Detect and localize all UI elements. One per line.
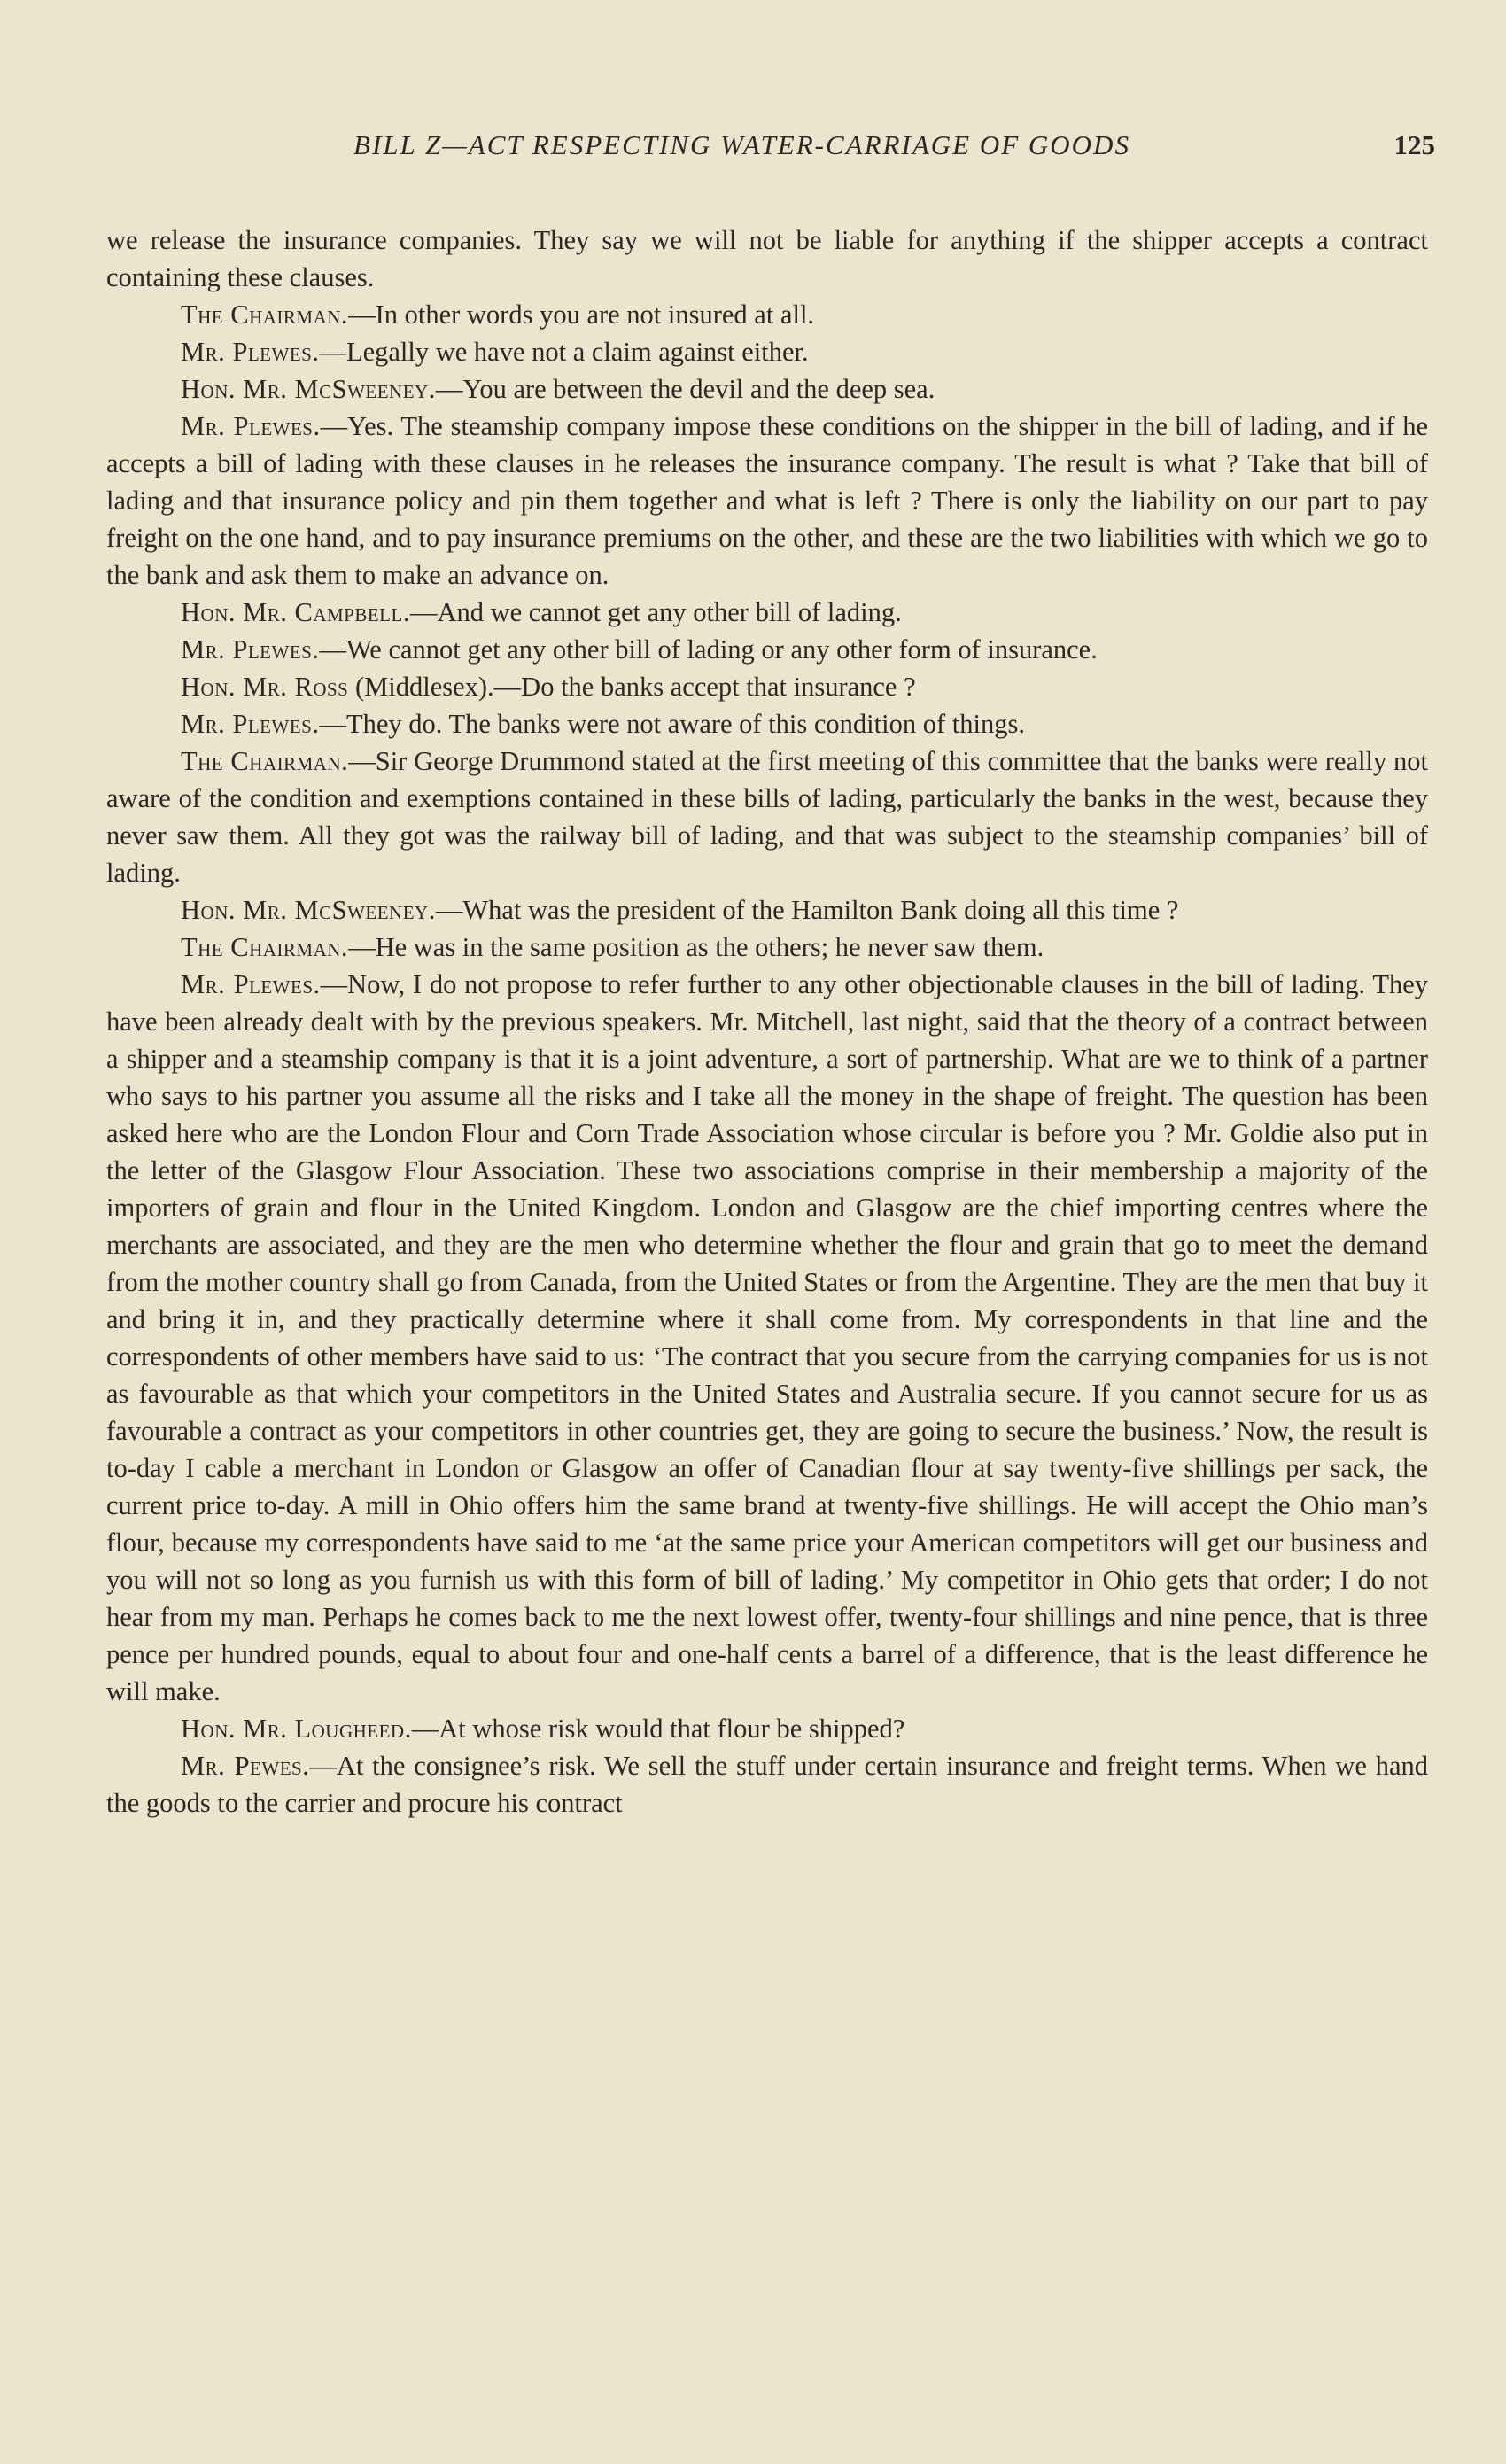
speaker-name: Hon. Mr. Ross <box>181 672 349 702</box>
paragraph <box>106 594 1428 631</box>
paragraph <box>106 631 1428 668</box>
speaker-name: Mr. Plewes. <box>181 969 321 999</box>
speaker-name: Mr. Plewes. <box>181 411 321 441</box>
paragraph <box>106 296 1428 333</box>
body-text <box>106 222 1428 1822</box>
paragraph <box>106 705 1428 742</box>
paragraph <box>106 966 1428 1710</box>
speaker-name: Mr. Plewes. <box>181 709 320 739</box>
paragraph <box>106 891 1428 929</box>
speaker-name: Hon. Mr. Lougheed. <box>181 1714 412 1744</box>
paragraph-text: —At whose risk would that flour be shipped? <box>411 1714 905 1744</box>
paragraph <box>106 742 1428 891</box>
speaker-name: Mr. Plewes. <box>181 634 320 665</box>
speaker-name: The Chairman. <box>181 299 349 330</box>
paragraph-text: —Legally we have not a claim against either. <box>319 337 809 367</box>
paragraph <box>106 668 1428 705</box>
speaker-name: Hon. Mr. McSweeney. <box>181 895 436 925</box>
paragraph <box>106 929 1428 966</box>
paragraph-text: —They do. The banks were not aware of this condition of things. <box>319 709 1025 739</box>
speaker-name: Mr. Pewes. <box>181 1751 310 1781</box>
page-header <box>111 129 1435 174</box>
paragraph <box>106 1710 1428 1747</box>
speaker-name: Hon. Mr. McSweeney. <box>181 374 436 404</box>
paragraph-text: —At the consignee’s risk. We sell the stuff under certain insurance and freight terms. When we hand the goods to the carrier and procure his contract <box>106 1751 1428 1818</box>
paragraph-text: —You are between the devil and the deep sea. <box>435 374 935 404</box>
paragraph-text: (Middlesex).—Do the banks accept that insurance ? <box>348 672 916 702</box>
paragraph-text: —Now, I do not propose to refer further to any other objectionable clauses in the bill of lading. They have been already dealt with by the previous speakers. Mr. Mitchell, last night, said that the theory of a contract between a shipper and a steamship company is that it is a joint adventure, a sort of partnership. What are we to think of a partner who says to his partner you assume all the risks and I take all the money in the shape of freight. The question has been asked here who are the London Flour and Corn Trade Association whose circular is before you ? Mr. Goldie also put in the letter of the Glasgow Flour Association. These two associations comprise in their membership a majority of the importers of grain and flour in the United Kingdom. London and Glasgow are the chief importing centres where the merchants are associated, and they are the men who determine whether the flour and grain that go to meet the demand from the mother country shall go from Canada, from the United States or from the Argentine. They are the men that buy it and bring it in, and they practically determine where it shall come from. My correspondents in that line and the correspondents of other members have said to us: ‘The contract that you secure from the carrying companies for us is not as favourable as that which your competitors in the United States and Australia secure. If you cannot secure for us as favourable a contract as your competitors in other countries get, they are going to secure the business.’ Now, the result is to-day I cable a merchant in London or Glasgow an offer of Canadian flour at say twenty-five shillings per sack, the current price to-day. A mill in Ohio offers him the same brand at twenty-five shillings. He will accept the Ohio man’s flour, because my correspondents have said to me ‘at the same price your American competitors will get our business and you will not so long as you furnish us with this form of bill of lading.’ My competitor in Ohio gets that order; I do not hear from my man. Perhaps he comes back to me the next lowest offer, twenty-four shillings and nine pence, that is three pence per hundred pounds, equal to about four and one-half cents a barrel of a difference, that is the least difference he will make. <box>106 969 1428 1706</box>
paragraph-text: —What was the president of the Hamilton Bank doing all this time ? <box>435 895 1179 925</box>
paragraph <box>106 370 1428 408</box>
paragraph <box>106 333 1428 370</box>
paragraph <box>106 408 1428 594</box>
paragraph-text: —In other words you are not insured at all. <box>348 299 815 330</box>
paragraph-text: —And we cannot get any other bill of lading. <box>409 597 902 627</box>
speaker-name: The Chairman. <box>181 932 349 962</box>
paragraph-text: we release the insurance companies. They say we will not be liable for anything if the shipper accepts a contract containing these clauses. <box>106 225 1428 292</box>
speaker-name: The Chairman. <box>181 746 349 776</box>
running-title: BILL Z—ACT RESPECTING WATER-CARRIAGE OF GOODS <box>353 129 1130 160</box>
paragraph <box>106 1747 1428 1822</box>
paragraph-text: —He was in the same position as the others; he never saw them. <box>348 932 1044 962</box>
speaker-name: Hon. Mr. Campbell. <box>181 597 410 627</box>
paragraph-text: —We cannot get any other bill of lading or any other form of insurance. <box>319 634 1098 665</box>
paragraph-text: —Yes. The steamship company impose these conditions on the shipper in the bill of lading, and if he accepts a bill of lading with these clauses in he releases the insurance company. The result is what ? Take that bill of lading and that insurance policy and pin them together and what is left ? There is only the liability on our part to pay freight on the one hand, and to pay insurance premiums on the other, and these are the two liabilities with which we go to the bank and ask them to make an advance on. <box>106 411 1429 590</box>
paragraph <box>106 222 1428 296</box>
page-number: 125 <box>1393 129 1435 160</box>
paragraph-text: —Sir George Drummond stated at the first meeting of this committee that the banks were really not aware of the condition and exemptions contained in these bills of lading, particularly the banks in the west, because they never saw them. All they got was the railway bill of lading, and that was subject to the steamship companies’ bill of lading. <box>106 746 1428 888</box>
speaker-name: Mr. Plewes. <box>181 337 320 367</box>
